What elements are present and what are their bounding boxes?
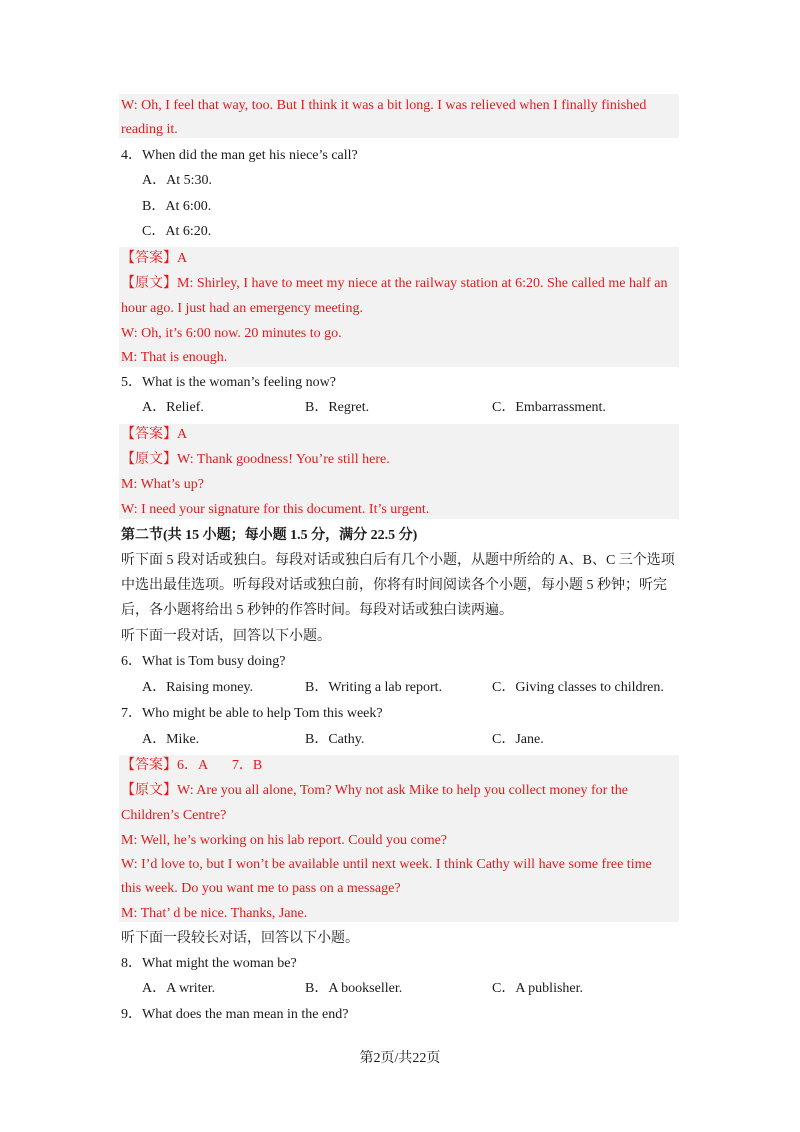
original-text-line: W: I need your signature for this document. It’s urgent. <box>121 502 430 517</box>
option-8c: C．A publisher. <box>492 981 584 996</box>
original-text-line: W: Oh, I feel that way, too. But I think it was a bit long. I was relieved when I finally finished <box>121 98 647 113</box>
option-5c: C．Embarrassment. <box>492 400 606 415</box>
option-6b: B．Writing a lab report. <box>305 680 443 695</box>
option-7c: C．Jane. <box>492 732 544 747</box>
option-8a: A．A writer. <box>142 981 216 996</box>
original-text-line: Children’s Centre? <box>121 808 227 823</box>
original-text-line: hour ago. I just had an emergency meeting. <box>121 301 363 316</box>
option-7a: A．Mike. <box>142 732 200 747</box>
original-text-line: this week. Do you want me to pass on a message? <box>121 881 401 896</box>
answer-label: 【答案】A <box>121 251 188 266</box>
original-text-line: 【原文】W: Thank goodness! You’re still here. <box>121 452 390 467</box>
instruction-line: 中选出最佳选项。听每段对话或独白前，你将有时间阅读各个小题，每小题 5 秒钟；听完 <box>121 578 667 593</box>
original-text-line: M: What’s up? <box>121 477 204 492</box>
original-text-line: M: Well, he’s working on his lab report. Could you come? <box>121 833 448 848</box>
sub-instruction: 听下面一段对话，回答以下小题。 <box>121 629 331 644</box>
option-6a: A．Raising money. <box>142 680 254 695</box>
original-text-line: 【原文】W: Are you all alone, Tom? Why not ask Mike to help you collect money for the <box>121 783 628 798</box>
option-7b: B．Cathy. <box>305 732 365 747</box>
answer-label: 【答案】6．A 7．B <box>121 758 263 773</box>
option-5b: B．Regret. <box>305 400 370 415</box>
instruction-line: 听下面 5 段对话或独白。每段对话或独白后有几个小题，从题中所给的 A、B、C 三个选项 <box>121 553 675 568</box>
option-4b: B．At 6:00. <box>142 199 212 214</box>
sub-instruction: 听下面一段较长对话，回答以下小题。 <box>121 931 359 946</box>
page-number: 第2页/共22页 <box>359 1051 441 1066</box>
original-text-line: reading it. <box>121 122 178 137</box>
question-8: 8．What might the woman be? <box>121 956 297 971</box>
question-9: 9．What does the man mean in the end? <box>121 1007 349 1022</box>
original-text-line: 【原文】M: Shirley, I have to meet my niece at the railway station at 6:20. She called me half an <box>121 276 668 291</box>
option-6c: C．Giving classes to children. <box>492 680 664 695</box>
answer-label: 【答案】A <box>121 427 188 442</box>
option-5a: A．Relief. <box>142 400 204 415</box>
original-text-line: M: That’ d be nice. Thanks, Jane. <box>121 906 308 921</box>
question-5: 5．What is the woman’s feeling now? <box>121 375 337 390</box>
original-text-line: W: Oh, it’s 6:00 now. 20 minutes to go. <box>121 326 342 341</box>
option-4c: C．At 6:20. <box>142 224 212 239</box>
instruction-line: 后，各小题将给出 5 秒钟的作答时间。每段对话或独白读两遍。 <box>121 603 513 618</box>
question-4: 4．When did the man get his niece’s call? <box>121 148 358 163</box>
question-6: 6．What is Tom busy doing? <box>121 654 286 669</box>
question-7: 7．Who might be able to help Tom this week? <box>121 706 383 721</box>
original-text-line: W: I’d love to, but I won’t be available until next week. I think Cathy will have some free time <box>121 857 652 872</box>
option-4a: A．At 5:30. <box>142 173 212 188</box>
original-text-line: M: That is enough. <box>121 350 228 365</box>
section-heading: 第二节(共 15 小题；每小题 1.5 分，满分 22.5 分) <box>121 528 418 543</box>
option-8b: B．A bookseller. <box>305 981 403 996</box>
